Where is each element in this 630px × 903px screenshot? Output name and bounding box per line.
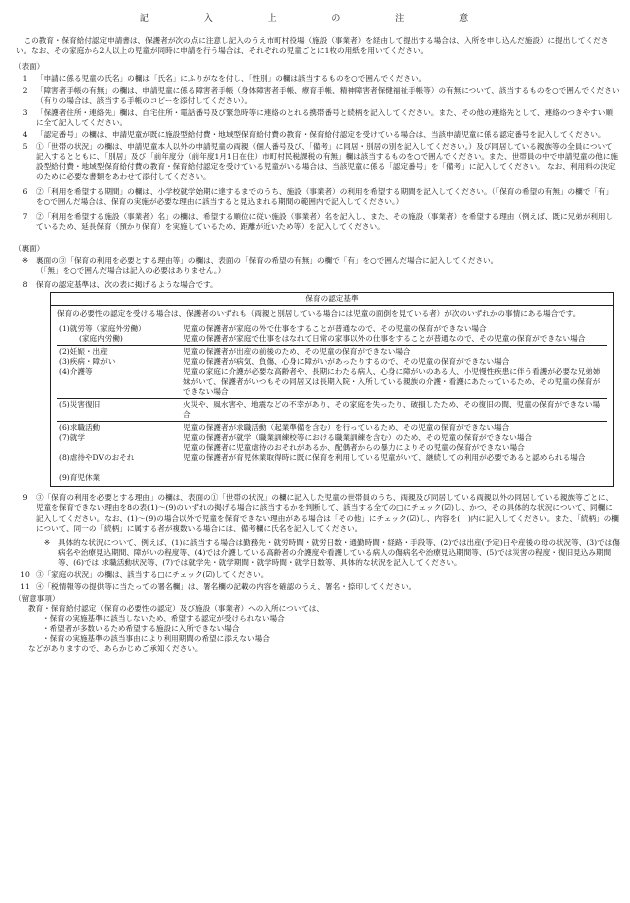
item-number: 4 xyxy=(22,130,28,139)
item-number: 2 xyxy=(22,85,28,95)
criteria-category: (7)就学 xyxy=(59,433,85,443)
criteria-category: (9)育児休業 xyxy=(59,473,101,483)
item-text: ②「利用を希望する施設（事業者）名」の欄は、希望する順位に従い施設（事業者）名を記入し、また、その施設（事業者）を希望する理由（例えば、既に兄弟が利用しているため、延長保育（預かり保育）を実施しているため、距離が近いため等）を記入してください。 xyxy=(36,212,614,232)
criteria-description: 児童の保護者が求職活動（起業準備を含む）を行っているため、その児童の保育ができない場合 xyxy=(183,423,510,433)
back-note xyxy=(14,256,620,276)
criteria-category: (4)介護等 xyxy=(59,367,93,377)
criteria-description-cell xyxy=(181,399,607,422)
remarks-end: などがありますので、あらかじめご承知ください。 xyxy=(28,643,203,653)
front-heading: （表面） xyxy=(14,61,45,71)
item-number: 9 xyxy=(22,493,28,503)
item-number: 10 xyxy=(20,569,30,579)
criteria-category: (5)災害復旧 xyxy=(59,400,101,410)
item-number: 1 xyxy=(22,73,28,83)
item-number: 5 xyxy=(22,142,28,152)
list-item xyxy=(14,130,620,140)
remarks-intro: 教育・保育給付認定（保育の必要性の認定）及び施設（事業者）への入所については、 xyxy=(28,603,324,613)
list-item xyxy=(14,212,620,232)
criteria-category: (6)求職活動 xyxy=(59,423,101,433)
criteria-box xyxy=(50,292,614,487)
item-text: 保育の認定基準は、次の表に掲げるような場合です。 xyxy=(36,280,218,290)
page-title: 記 入 上 の 注 意 xyxy=(139,14,495,24)
criteria-category: (2)妊娠・出産 xyxy=(59,347,108,357)
example-text: 具体的な状況について、例えば、(1)に該当する場合は勤務先・就労時間・就労日数・通勤時間・経路・手段等、(2)では出産(予定)日や産後の母の状況等、(3)では傷病名や治療見込期間、障がいの程度等、(4)では介護している高齢者の介護度や看護している病人の傷病名や治療見込期間等、(5)では災害の程度・復旧見込み期間等、(6)では 求職活動状況等、(7)では就学先・就学期間・就学時間・就学日数等、具体的な状況を記入してください。 xyxy=(58,537,620,567)
criteria-category-cell xyxy=(57,422,181,485)
list-item xyxy=(14,582,620,592)
criteria-description: 児童の保護者が病気、負傷、心身に障がいがあったりするので、その児童の保育ができない場合 xyxy=(183,357,510,367)
intro-paragraph: この教育・保育給付認定申請書は、保護者が次の点に注意し記入のうえ市町村役場（施設（事業者）を経由して提出する場合は、入所を申し込んだ施設）に提出してください。なお、その家庭から2人以上の児童が同時に申請を行う場合は、それぞれの児童ごとに1枚の用紙を用いてください。 xyxy=(16,35,609,55)
criteria-description: 児童の保護者が出産の前後のため、その児童の保育ができない場合 xyxy=(183,347,411,357)
item-text: ③「家庭の状況」の欄は、該当する□にチェック(☑)してください。 xyxy=(36,569,269,579)
criteria-description: 児童の保護者に児童虐待のおそれがあるか、配偶者からの暴力によりその児童の保育ができない場合 xyxy=(183,443,525,453)
criteria-category xyxy=(59,443,179,453)
criteria-row xyxy=(57,399,607,422)
item-text: 「障害者手帳の有無」の欄は、申請児童に係る障害者手帳（身体障害者手帳、療育手帳、精神障害者保健福祉手帳等）の有無について、該当するものを○で囲んでください（有りの場合は、該当する手帳のコピーを添付してください）。 xyxy=(36,85,620,105)
criteria-category-cell xyxy=(57,399,181,422)
list-item xyxy=(14,493,620,533)
back-heading: （裏面） xyxy=(14,244,45,254)
list-item xyxy=(14,86,620,106)
criteria-category: (1)就労等（家庭外労働） xyxy=(59,324,146,334)
criteria-row xyxy=(57,323,607,346)
remarks-bullet: ・希望者が多数いるため希望する施設に入所できない場合 xyxy=(42,623,240,633)
criteria-row xyxy=(57,346,607,399)
list-item xyxy=(14,142,620,182)
item-number: 8 xyxy=(22,280,28,290)
item-text: 「申請に係る児童の氏名」の欄は「氏名」にふりがなを付し、「性別」の欄は該当するものを○で囲んでください。 xyxy=(36,73,427,83)
list-item xyxy=(14,187,620,207)
list-item xyxy=(14,108,620,128)
list-item xyxy=(14,74,620,84)
remarks-heading: （留意事項） xyxy=(14,593,60,603)
item-number: 7 xyxy=(22,212,28,222)
item-text: ③「保育の利用を必要とする理由」の欄は、表面の①「世帯の状況」の欄に記入した児童の世帯員のうち、両親及び同居している両親以外の同居している親族等ごとに、児童を保育できない理由を8の表(1)〜(9)のいずれの掲げる場合に該当するかを判断して、該当する全ての□にチェック(☑)し、かつ、その具体的な状況について、同欄に記入してください。なお、(1)〜(9)の場合以外で児童を保育できない理由がある場合は「その他」にチェック(☑)し、内容を( )内に記入してください。また、「続柄」の欄について、同一の「続柄」に属する者が複数いる場合には、備考欄に氏名を記入してください。 xyxy=(36,493,619,533)
front-items-list xyxy=(14,74,620,232)
note-text: 裏面の③「保育の利用を必要とする理由等」の欄は、表面の「保育の希望の有無」の欄で「有」を○で囲んだ場合に記入してください。 xyxy=(36,256,499,266)
item-text: 「保護者住所・連絡先」欄は、自宅住所・電話番号及び緊急時等に連絡のとれる携帯番号と続柄を記入してください。また、その他の連絡先として、連絡のつきやすい順に全て記入してください。 xyxy=(36,107,613,127)
item-text: ①「世帯の状況」の欄は、申請児童本人以外の申請児童の両親（個人番号及び、「備考」に同居・別居の別を記入してください。）及び同居している親族等の全員について記入するとともに、「別居」及び「前年度分（前年度1月1日在住）市町村民税課税の有無」欄は該当するものを○で囲んでください。また、世帯員の中で申請児童の他に施設型給付費・地域型保育給付費の教育・保育給付認定を受けている児童がいる場合は、当該児童に係る「認定番号」を「備考」に記入してください。 なお、利用料の決定のために必要な書類をあわせて添付してください。 xyxy=(36,142,619,182)
criteria-title: 保育の認定基準 xyxy=(51,293,613,306)
remarks-bullets xyxy=(14,614,620,644)
item-number: 11 xyxy=(20,581,30,591)
criteria-description: 児童の保護者が家庭の外で仕事をすることが普通なので、その児童の保育ができない場合 xyxy=(183,324,487,334)
item-text: ④「税情報等の提供等に当たっての署名欄」は、署名欄の記載の内容を確認のうえ、署名・捺印してください。 xyxy=(36,581,417,591)
criteria-description: 児童の保護者が家庭で仕事をはなれて日常の家事以外の仕事をすることが普通なので、その児童の保育ができない場合 xyxy=(183,334,586,344)
criteria-category: (3)疾病・障がい xyxy=(59,357,116,367)
item-text: 「認定番号」の欄は、申請児童が既に施設型給付費・地域型保育給付費の教育・保育給付認定を受けている場合は、当該申請児童に係る認定番号を記入してください。 xyxy=(36,130,606,139)
example-note xyxy=(36,538,620,568)
criteria-table xyxy=(57,323,607,484)
item-number: 6 xyxy=(22,187,28,197)
criteria-category: (8)虐待やDVのおそれ xyxy=(59,453,135,463)
criteria-category-cell xyxy=(57,323,181,346)
criteria-description-cell xyxy=(181,346,607,399)
criteria-category: (家庭内労働) xyxy=(79,334,123,344)
item-text: ②「利用を希望する期間」の欄は、小学校就学始期に達するまでのうち、施設（事業者）の利用を希望する期間を記入してください。（「保育の希望の有無」の欄で「有」を○で囲んだ場合は、保育の実施が必要な理由に該当すると見込まれる期間の範囲内で記入してください。） xyxy=(36,187,614,207)
note-sub: （「無」を○で囲んだ場合は記入の必要はありません。） xyxy=(36,266,226,276)
criteria-description: 児童の家庭に介護が必要な高齢者や、長期にわたる病人、心身に障がいのある人、小児慢性疾患に伴う看護が必要な兄弟姉妹がいて、保護者がいつもその同居又は長期入院・入所している親族の介護・看護にあたっているため、その児童の保育ができない場合 xyxy=(183,367,601,397)
criteria-description-cell xyxy=(181,323,607,346)
criteria-description: 火災や、風水害や、地震などの不幸があり、その家庭を失ったり、破損したため、その復旧の間、児童の保育ができない場合 xyxy=(183,400,601,420)
example-mark: ※ xyxy=(43,537,51,547)
list-item xyxy=(14,280,620,290)
criteria-category xyxy=(59,463,179,473)
criteria-row xyxy=(57,422,607,485)
note-mark: ※ xyxy=(21,256,29,266)
criteria-category-cell xyxy=(57,346,181,399)
remarks-bullet: ・保育の実施基準の該当事由により利用期間の希望に添えない場合 xyxy=(42,633,270,643)
remarks-bullet: ・保育の実施基準に該当しないため、希望する認定が受けられない場合 xyxy=(42,613,285,623)
criteria-description: 児童の保護者が育児休業取得時に既に保育を利用している児童がいて、継続しての利用が必要であると認められる場合 xyxy=(183,453,586,463)
item-number: 3 xyxy=(22,107,28,117)
list-item xyxy=(14,570,620,580)
criteria-description-cell xyxy=(181,422,607,485)
criteria-description: 児童の保護者が就学（職業訓練校等における職業訓練を含む）のため、その児童の保育ができない場合 xyxy=(183,433,533,443)
criteria-intro: 保育の必要性の認定を受ける場合は、保護者のいずれも（両親と別居している場合には児童の面倒を見ている者）が次のいずれかの事情にある場合です。 xyxy=(57,309,581,319)
